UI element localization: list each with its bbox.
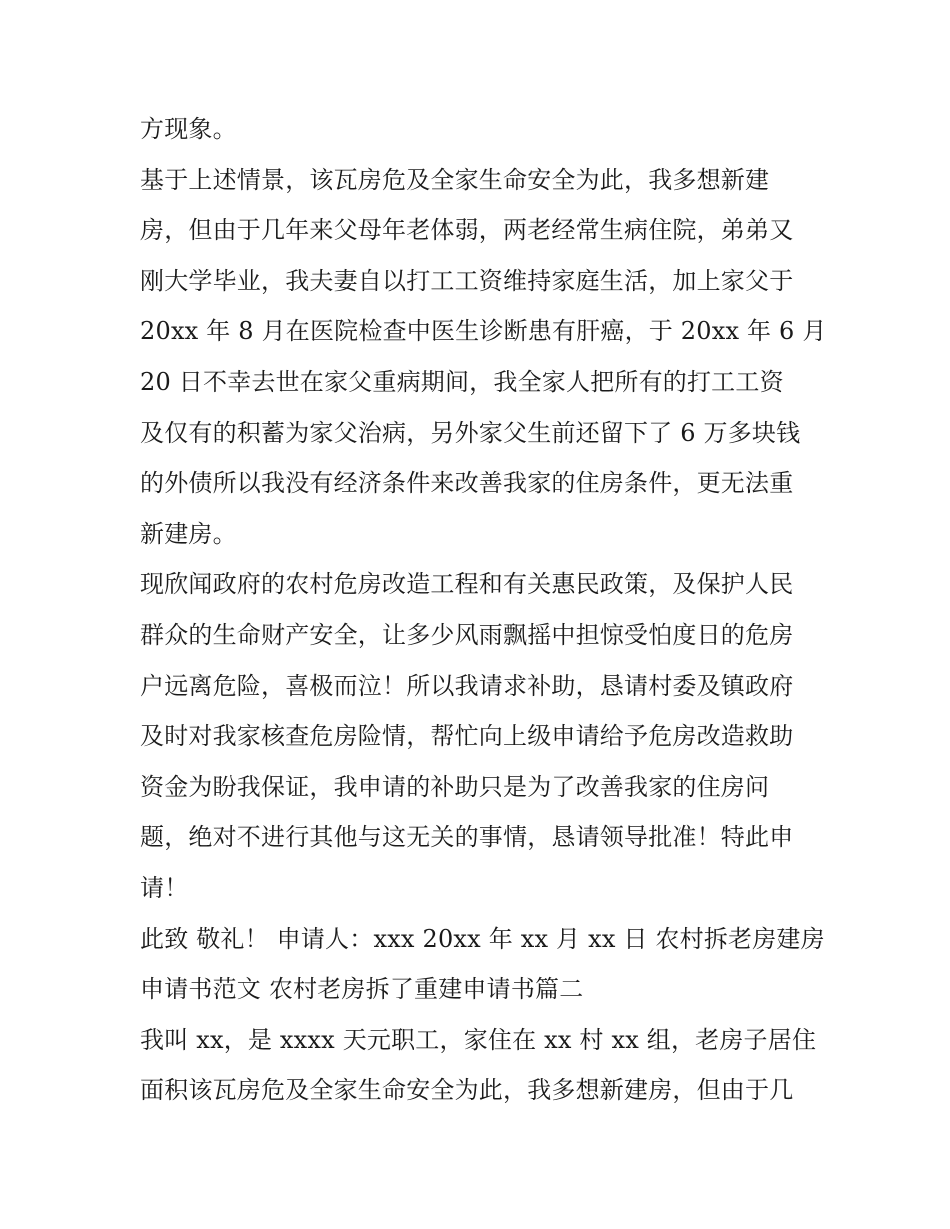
text-line: 面积该瓦房危及全家生命安全为此，我多想新建房，但由于几: [140, 1076, 794, 1105]
text-line: 及仅有的积蓄为家父治病，另外家父生前还留下了 6 万多块钱: [140, 418, 801, 447]
text-line: 的外债所以我没有经济条件来改善我家的住房条件，更无法重: [140, 469, 794, 498]
text-line: 申请书范文 农村老房拆了重建申请书篇二: [140, 975, 584, 1004]
document-body: [140, 104, 827, 1116]
text-line: 房，但由于几年来父母年老体弱，两老经常生病住院，弟弟又: [140, 216, 794, 245]
text-line: 现欣闻政府的农村危房改造工程和有关惠民政策，及保护人民: [140, 570, 794, 599]
text-line: 此致 敬礼！ 申请人：xxx 20xx 年 xx 月 xx 日 农村拆老房建房: [140, 924, 825, 953]
text-line: 刚大学毕业，我夫妻自以打工工资维持家庭生活，加上家父于: [140, 266, 794, 295]
text-line: 群众的生命财产安全，让多少风雨飘摇中担惊受怕度日的危房: [140, 620, 794, 649]
text-line: 题，绝对不进行其他与这无关的事情，恳请领导批准！特此申: [140, 823, 794, 852]
text-line: 新建房。: [140, 519, 237, 548]
text-line: 资金为盼我保证，我申请的补助只是为了改善我家的住房问: [140, 772, 770, 801]
text-line: 20xx 年 8 月在医院检查中医生诊断患有肝癌，于 20xx 年 6 月: [140, 317, 827, 346]
text-line: 基于上述情景，该瓦房危及全家生命安全为此，我多想新建: [140, 165, 770, 194]
text-line: 20 日不幸去世在家父重病期间，我全家人把所有的打工工资: [140, 367, 784, 396]
text-line: 方现象。: [140, 115, 237, 143]
text-line: 我叫 xx，是 xxxx 天元职工，家住在 xx 村 xx 组，老房子居住: [140, 1025, 817, 1054]
text-line: 及时对我家核查危房险情，帮忙向上级申请给予危房改造救助: [140, 722, 794, 751]
text-line: 户远离危险，喜极而泣！所以我请求补助，恳请村委及镇政府: [140, 671, 794, 700]
text-line: 请！: [140, 873, 189, 902]
